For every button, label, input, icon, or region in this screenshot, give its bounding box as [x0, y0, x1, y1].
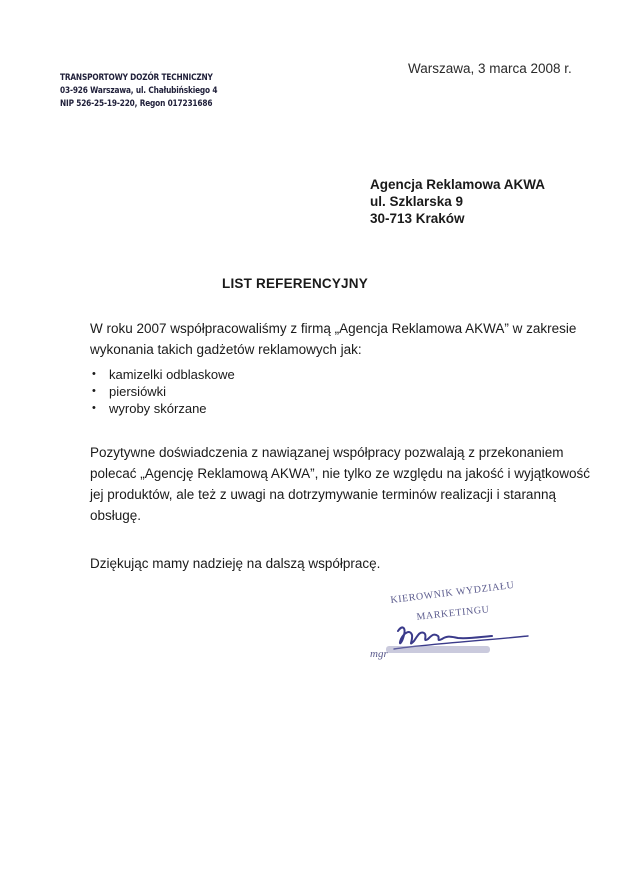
- paragraph-recommendation: Pozytywne doświadczenia z nawiązanej współpracy pozwalają z przekonaniem polecać „Agencję Reklamową AKWA”, nie tylko ze względu na jakość i wyjątkowość jej produktów, ale też z uwagi na dotrzymywanie terminów realizacji i staranną obsługę.: [90, 445, 590, 523]
- position-stamp: [383, 579, 523, 623]
- recipient-address: [370, 176, 545, 227]
- paragraph-intro: W roku 2007 współpracowaliśmy z firmą „Agencja Reklamowa AKWA” w zakresie wykonania takich gadżetów reklamowych jak:: [90, 321, 577, 357]
- company-stamp: [60, 72, 217, 111]
- signature-prefix: mgr: [370, 648, 388, 660]
- signature-redaction: [386, 646, 490, 653]
- list-item: • wyroby skórzane: [92, 400, 235, 417]
- recipient-street: ul. Szklarska 9: [370, 194, 464, 209]
- paragraph-closing: Dziękując mamy nadzieję na dalszą współpracę.: [90, 556, 381, 571]
- list-item: • kamizelki odblaskowe: [92, 366, 235, 383]
- handwritten-signature: [368, 617, 538, 663]
- stamp-line-company: TRANSPORTOWY DOZÓR TECHNICZNY: [60, 73, 213, 83]
- stamp-line-ids: NIP 526-25-19-220, Regon 017231686: [60, 99, 213, 109]
- stamp-position-line2: MARKETINGU: [416, 604, 490, 623]
- list-item: • piersiówki: [92, 383, 235, 400]
- stamp-line-address: 03-926 Warszawa, ul. Chałubińskiego 4: [60, 86, 218, 96]
- letter-title: LIST REFERENCYJNY: [222, 276, 368, 291]
- recipient-name: Agencja Reklamowa AKWA: [370, 177, 546, 192]
- gadget-list: [92, 366, 235, 417]
- recipient-city: 30-713 Kraków: [370, 211, 465, 226]
- stamp-position-line1: KIEROWNIK WYDZIAŁU: [389, 579, 516, 607]
- letter-date: Warszawa, 3 marca 2008 r.: [408, 61, 572, 76]
